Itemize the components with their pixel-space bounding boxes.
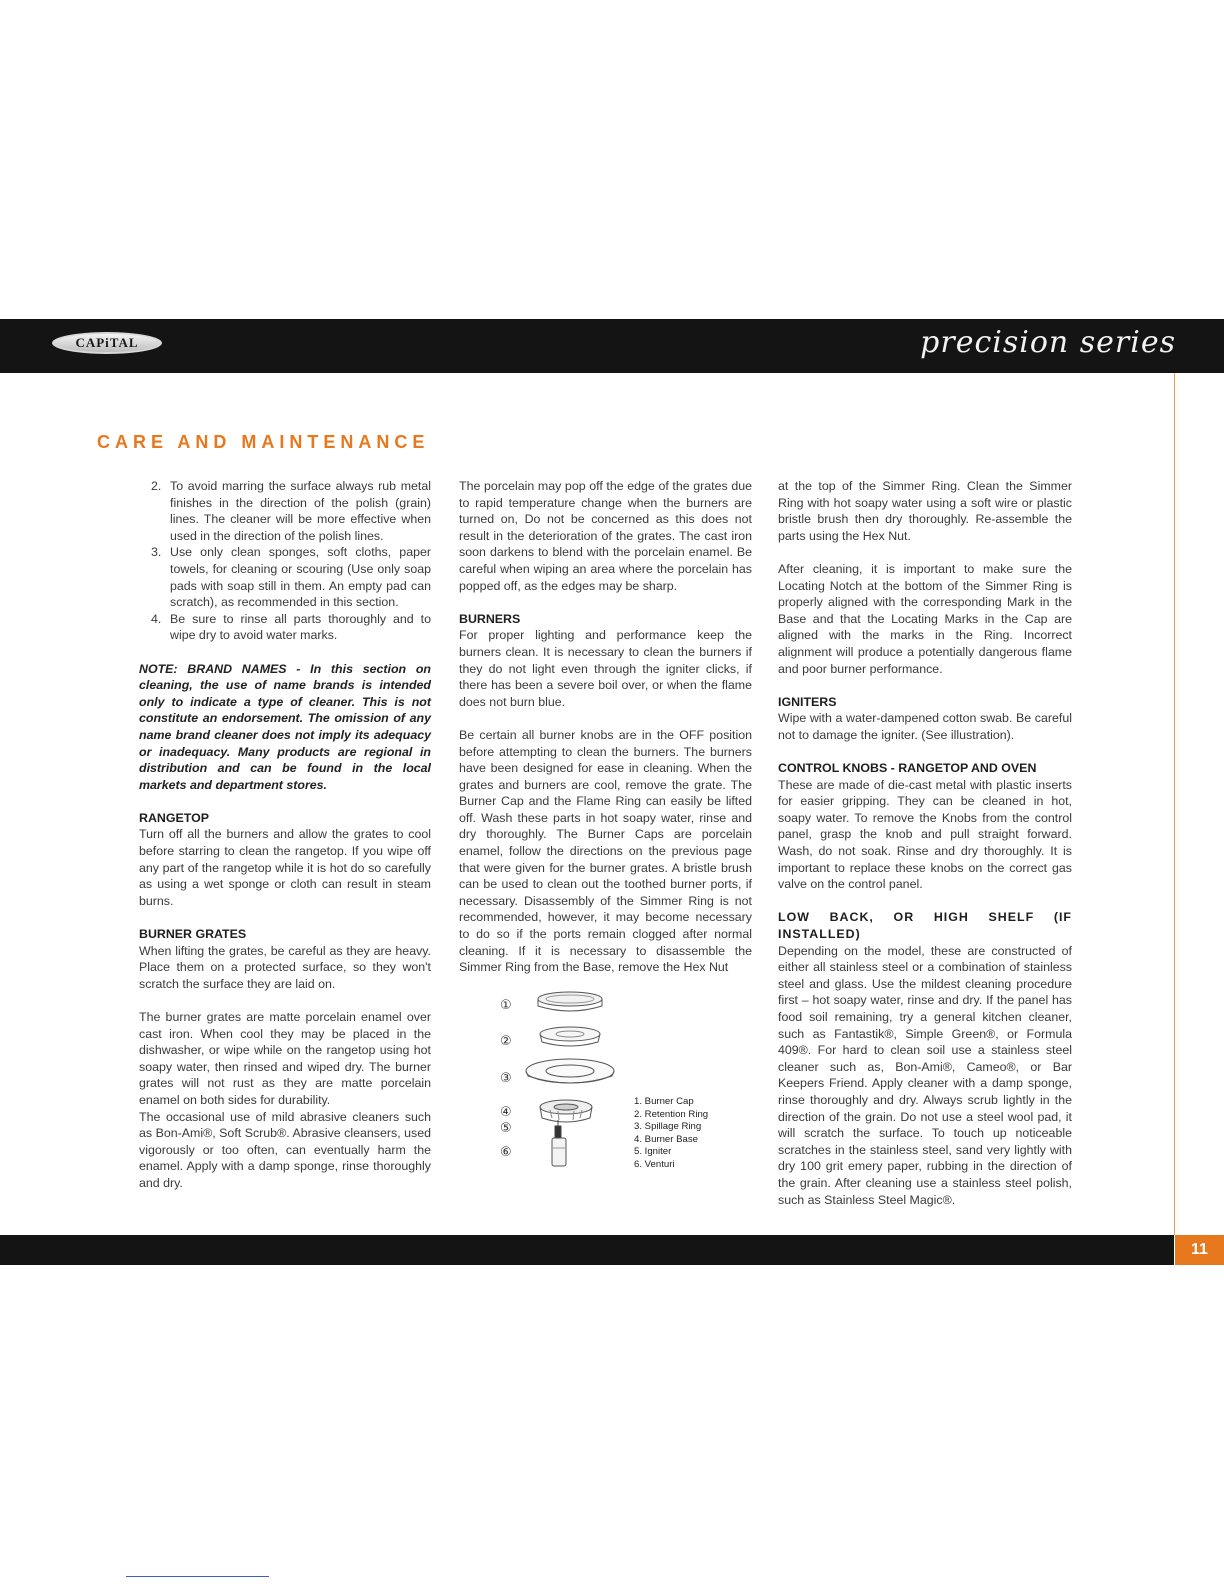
marker-1: ① — [500, 998, 512, 1013]
control-knobs-heading: CONTROL KNOBS - RANGETOP AND OVEN — [778, 761, 1037, 776]
step-text: Be sure to rinse all parts thoroughly and to wipe dry to avoid water marks. — [170, 611, 431, 643]
footnote-link-underline — [126, 1576, 269, 1577]
venturi-shape — [552, 1138, 566, 1166]
diagram-legend — [634, 1096, 708, 1172]
column-3 — [778, 478, 1072, 1225]
spillage-ring-shape — [526, 1059, 614, 1083]
burners-text-1: For proper lighting and performance keep the burners clean. It is necessary to clean the burners if they do not light even through the igniter clicks, if there has been a severe boil over, or when the flame does not burn blue. — [459, 628, 752, 709]
orange-divider-line — [1174, 373, 1175, 1235]
capital-logo: CAPiTAL — [52, 332, 162, 354]
retention-ring-shape — [540, 1027, 600, 1046]
legend-item: 4. Burner Base — [634, 1133, 698, 1145]
list-item — [139, 611, 431, 644]
burner-assembly-diagram — [492, 990, 752, 1178]
step-text: Use only clean sponges, soft cloths, paper towels, for cleaning or scouring (Use only soap pads with soap still in them. An empty pad can scratch), as recommended in this section. — [170, 545, 431, 610]
legend-item: 3. Spillage Ring — [634, 1121, 702, 1133]
marker-5: ⑤ — [500, 1121, 512, 1136]
burner-grates-text-2: The burner grates are matte porcelain enamel over cast iron. When cool they may be placed in the dishwasher, or wipe while on the rangetop using hot soapy water, then rinsed and wiped dry. The burner grates will not rust as they are matte porcelain enamel on both sides for durability. — [139, 1010, 431, 1107]
marker-3: ③ — [500, 1071, 512, 1086]
burners-heading: BURNERS — [459, 611, 521, 626]
page-number: 11 — [1175, 1235, 1224, 1265]
burner-exploded-view-illustration — [492, 990, 752, 1178]
section-title: CARE AND MAINTENANCE — [97, 432, 430, 452]
igniters-heading: IGNITERS — [778, 694, 837, 709]
burner-grates-text-1: When lifting the grates, be careful as they are heavy. Place them on a protected surface, so they won't scratch the surface they are laid on. — [139, 943, 431, 991]
shelf-heading: LOW BACK, OR HIGH SHELF (IF INSTALLED) — [778, 910, 1072, 942]
burner-grates-text-3: The occasional use of mild abrasive cleaners such as Bon-Ami®, Soft Scrub®. Abrasive cleansers, used vigorously or too often, can eventually harm the enamel. Apply with a damp sponge, rinse thoroughly and dry. — [139, 1109, 431, 1190]
rangetop-text: Turn off all the burners and allow the grates to cool before starring to clean the rangetop. If you wipe off any part of the rangetop while it is hot do so carefully as using a wet sponge or cloth can result in steam burns. — [139, 827, 431, 908]
brand-names-note: NOTE: BRAND NAMES - In this section on cleaning, the use of name brands is intended only to indicate a type of cleaner. This is not constitute an endorsement. The omission of any name brand cleaner does not imply its adequacy or inadequacy. Many products are regional in distribution and can be found in the local markets and department stores. — [139, 661, 431, 792]
control-knobs-text: These are made of die-cast metal with plastic inserts for easier gripping. They can be cleaned in hot, soapy water. To remove the Knobs from the control panel, grasp the knob and pull straight forward. Wash, do not soak. Rinse and dry thoroughly. It is important to replace these knobs on the correct gas valve on the control panel. — [778, 777, 1072, 892]
step-text: To avoid marring the surface always rub metal finishes in the direction of the polish (grain) lines. The cleaner will be more effective when used in the direction of the polish lines. — [170, 479, 431, 543]
rangetop-heading: RANGETOP — [139, 810, 209, 825]
series-title: precision series — [920, 325, 1176, 360]
burner-base-shape — [540, 1100, 592, 1122]
legend-item: 5. Igniter — [634, 1146, 672, 1158]
legend-item: 1. Burner Cap — [634, 1096, 694, 1107]
alignment-text: After cleaning, it is important to make sure the Locating Notch at the bottom of the Simmer Ring is properly aligned with the corresponding Mark in the Base and that the Locating Marks in the Cap are aligned with the marks in the Ring. Incorrect alignment will produce a potentially dangerous flame and poor burner performance. — [778, 561, 1072, 676]
burners-text-2: Be certain all burner knobs are in the OFF position before attempting to clean the burners. The burners have been designed for ease in cleaning. When the grates and burners are cool, remove the grate. The Burner Cap and the Flame Ring can easily be lifted off. Wash these parts in hot soapy water, rinse and dry thoroughly. The Burner Caps are porcelain enamel, follow the directions on the previous page that were given for the burner grates. A bristle brush can be used to clean out the toothed burner ports, if necessary. Disassembly of the Simmer Ring is not recommended, however, it may become necessary to do so if the ports remain clogged after normal cleaning. If it is necessary to disassemble the Simmer Ring from the Base, remove the Hex Nut — [459, 727, 752, 975]
legend-item: 2. Retention Ring — [634, 1108, 709, 1120]
burner-cap-shape — [538, 992, 602, 1011]
step-number: 3. — [151, 545, 162, 560]
shelf-text: Depending on the model, these are constructed of either all stainless steel or a combination of stainless steel and glass. Use the mildest cleaning procedure first – hot soapy water, rinse and dry. If the panel has food soil remaining, try a general kitchen cleaner, such as Fantastik®, Simple Green®, or Formula 409®. For hard to clean soil use a stainless steel cleaner such as, Bon-Ami®, Cameo®, or Bar Keepers Friend. Apply cleaner with a damp sponge, rinse thoroughly and dry. Always scrub lightly in the direction of the grain. Do not use a steel wool pad, it will scratch the surface. To touch up noticeable scratches in the stainless steel, sand very lightly with dry 100 grit emery paper, rubbing in the direction of the grain. After cleaning use a stainless steel polish, such as Stainless Steel Magic®. — [778, 943, 1072, 1207]
legend-item: 6. Venturi — [634, 1158, 675, 1170]
list-item — [139, 478, 431, 544]
list-item — [139, 544, 431, 610]
cleaning-steps-list — [139, 478, 431, 644]
simmer-ring-text: at the top of the Simmer Ring. Clean the Simmer Ring with hot soapy water using a soft wire or plastic bristle brush then dry thoroughly. Re-assemble the parts using the Hex Nut. — [778, 479, 1072, 543]
footer-band — [0, 1235, 1174, 1265]
column-2 — [459, 478, 752, 992]
igniters-text: Wipe with a water-dampened cotton swab. Be careful not to damage the igniter. (See illustration). — [778, 711, 1072, 742]
igniter-shape — [555, 1120, 561, 1138]
porcelain-text: The porcelain may pop off the edge of the grates due to rapid temperature change when the burners are turned on, Do not be concerned as this does not result in the deterioration of the grates. The cast iron soon darkens to blend with the porcelain enamel. Be careful when wiping an area where the porcelain has popped off, as the edges may be sharp. — [459, 479, 752, 593]
marker-4: ④ — [500, 1105, 512, 1120]
column-1 — [139, 478, 431, 1208]
marker-6: ⑥ — [500, 1145, 512, 1160]
step-number: 4. — [151, 611, 162, 626]
step-number: 2. — [151, 479, 162, 493]
marker-2: ② — [500, 1034, 512, 1049]
burner-grates-heading: BURNER GRATES — [139, 927, 247, 942]
header-band — [0, 319, 1224, 373]
